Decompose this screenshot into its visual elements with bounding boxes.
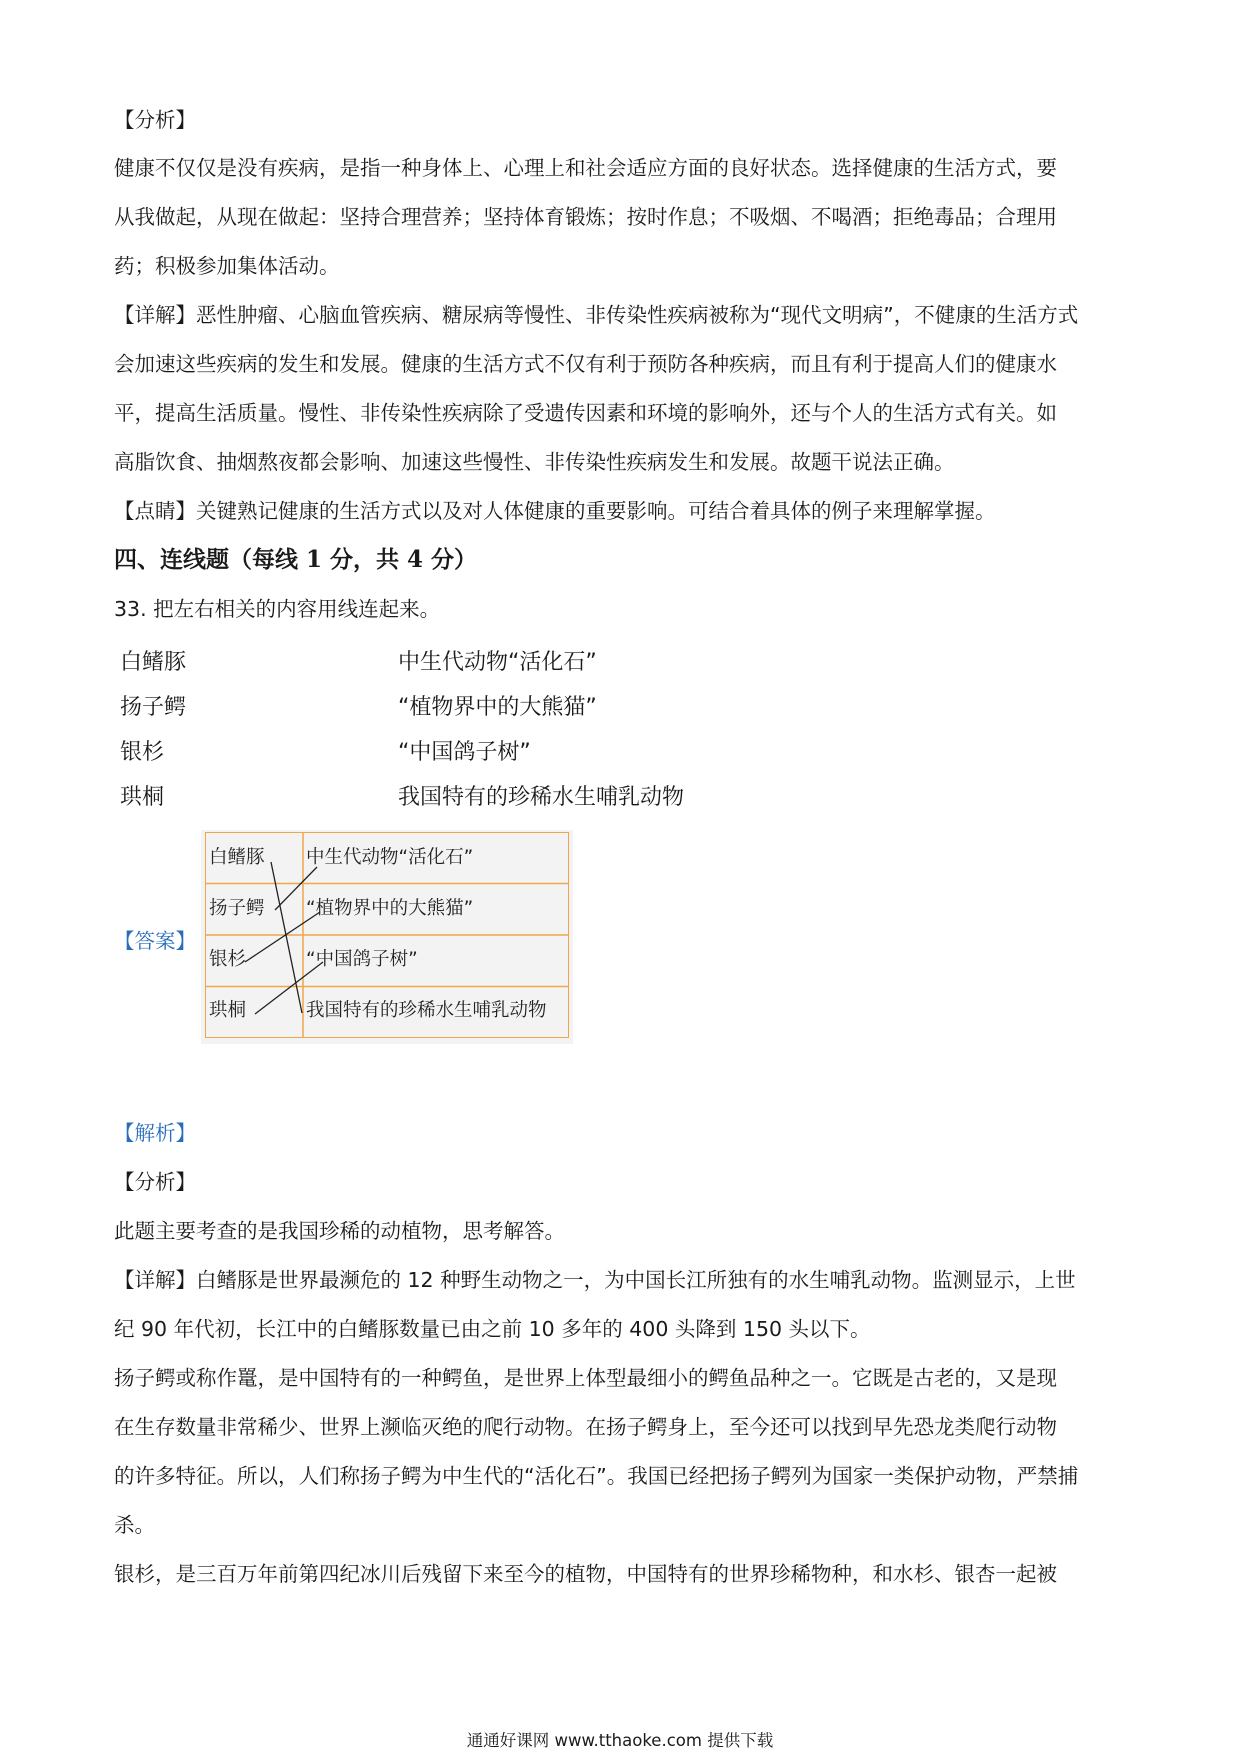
answer-left-item: 白鳍豚 [209, 847, 265, 868]
detail-line-3: 平，提高生活质量。慢性、非传染性疾病除了受遗传因素和环境的影响外，还与个人的生活方式有关。如 [114, 401, 1057, 425]
question-left-item: 扬子鳄 [120, 695, 187, 720]
analysis-line-2: 从我做起，从现在做起：坚持合理营养；坚持体育锻炼；按时作息；不吸烟、不喝酒；拒绝毒品；合理用 [114, 205, 1057, 229]
explanation-label: 【解析】 [114, 1121, 196, 1145]
question-left-item: 珙桐 [120, 785, 165, 810]
explanation-detail-line: 的许多特征。所以，人们称扬子鳄为中生代的“活化石”。我国已经把扬子鳄列为国家一类保护动物，严禁捕 [114, 1464, 1079, 1488]
answer-left-item: 银杉 [209, 949, 247, 970]
answer-right-item: 中生代动物“活化石” [306, 847, 474, 868]
question-right-item: “中国鸽子树” [398, 740, 531, 765]
explanation-detail-line: 【详解】白鳍豚是世界最濒危的 12 种野生动物之一，为中国长江所独有的水生哺乳动物。监测显示，上世 [114, 1268, 1076, 1292]
footer-text: 通通好课网 www.tthaoke.com 提供下载 [466, 1731, 774, 1750]
answer-left-item: 珙桐 [209, 1000, 247, 1021]
question-left-item: 白鳍豚 [120, 650, 187, 675]
answer-right-item: “植物界中的大熊猫” [306, 898, 474, 919]
analysis-line-1: 健康不仅仅是没有疾病，是指一种身体上、心理上和社会适应方面的良好状态。选择健康的生活方式，要 [114, 156, 1057, 180]
answer-left-item: 扬子鳄 [209, 898, 265, 919]
explanation-detail-line: 杀。 [114, 1513, 155, 1537]
answer-right-item: “中国鸽子树” [306, 949, 418, 970]
question-right-item: “植物界中的大熊猫” [398, 695, 597, 720]
question-right-item: 我国特有的珍稀水生哺乳动物 [398, 785, 685, 810]
question-right-item: 中生代动物“活化石” [398, 650, 597, 675]
answer-image [201, 830, 573, 1044]
explanation-detail-line: 银杉，是三百万年前第四纪冰川后残留下来至今的植物，中国特有的世界珍稀物种，和水杉、银杏一起被 [114, 1562, 1057, 1586]
explanation-detail-line: 纪 90 年代初，长江中的白鳍豚数量已由之前 10 多年的 400 头降到 150 头以下。 [114, 1317, 871, 1341]
answer-right-item: 我国特有的珍稀水生哺乳动物 [306, 1000, 547, 1021]
question-stem: 33. 把左右相关的内容用线连起来。 [114, 597, 441, 621]
explanation-analysis-line: 此题主要考查的是我国珍稀的动植物，思考解答。 [114, 1219, 565, 1243]
comment-line: 【点睛】关键熟记健康的生活方式以及对人体健康的重要影响。可结合着具体的例子来理解掌握。 [114, 499, 996, 523]
detail-line-4: 高脂饮食、抽烟熬夜都会影响、加速这些慢性、非传染性疾病发生和发展。故题干说法正确。 [114, 450, 955, 474]
section-title: 四、连线题（每线 1 分，共 4 分） [114, 546, 478, 573]
answer-label: 【答案】 [114, 929, 196, 953]
explanation-analysis-heading: 【分析】 [114, 1170, 196, 1194]
explanation-detail-line: 在生存数量非常稀少、世界上濒临灭绝的爬行动物。在扬子鳄身上，至今还可以找到早先恐龙类爬行动物 [114, 1415, 1057, 1439]
analysis-line-3: 药；积极参加集体活动。 [114, 254, 340, 278]
answer-grid [205, 832, 569, 1038]
detail-line-1: 【详解】恶性肿瘤、心脑血管疾病、糖尿病等慢性、非传染性疾病被称为“现代文明病”，不健康的生活方式 [114, 303, 1079, 327]
detail-line-2: 会加速这些疾病的发生和发展。健康的生活方式不仅有利于预防各种疾病，而且有利于提高人们的健康水 [114, 352, 1057, 376]
question-left-item: 银杉 [120, 740, 165, 765]
explanation-detail-line: 扬子鳄或称作鼍，是中国特有的一种鳄鱼，是世界上体型最细小的鳄鱼品种之一。它既是古老的，又是现 [114, 1366, 1057, 1390]
analysis-heading: 【分析】 [114, 108, 196, 132]
